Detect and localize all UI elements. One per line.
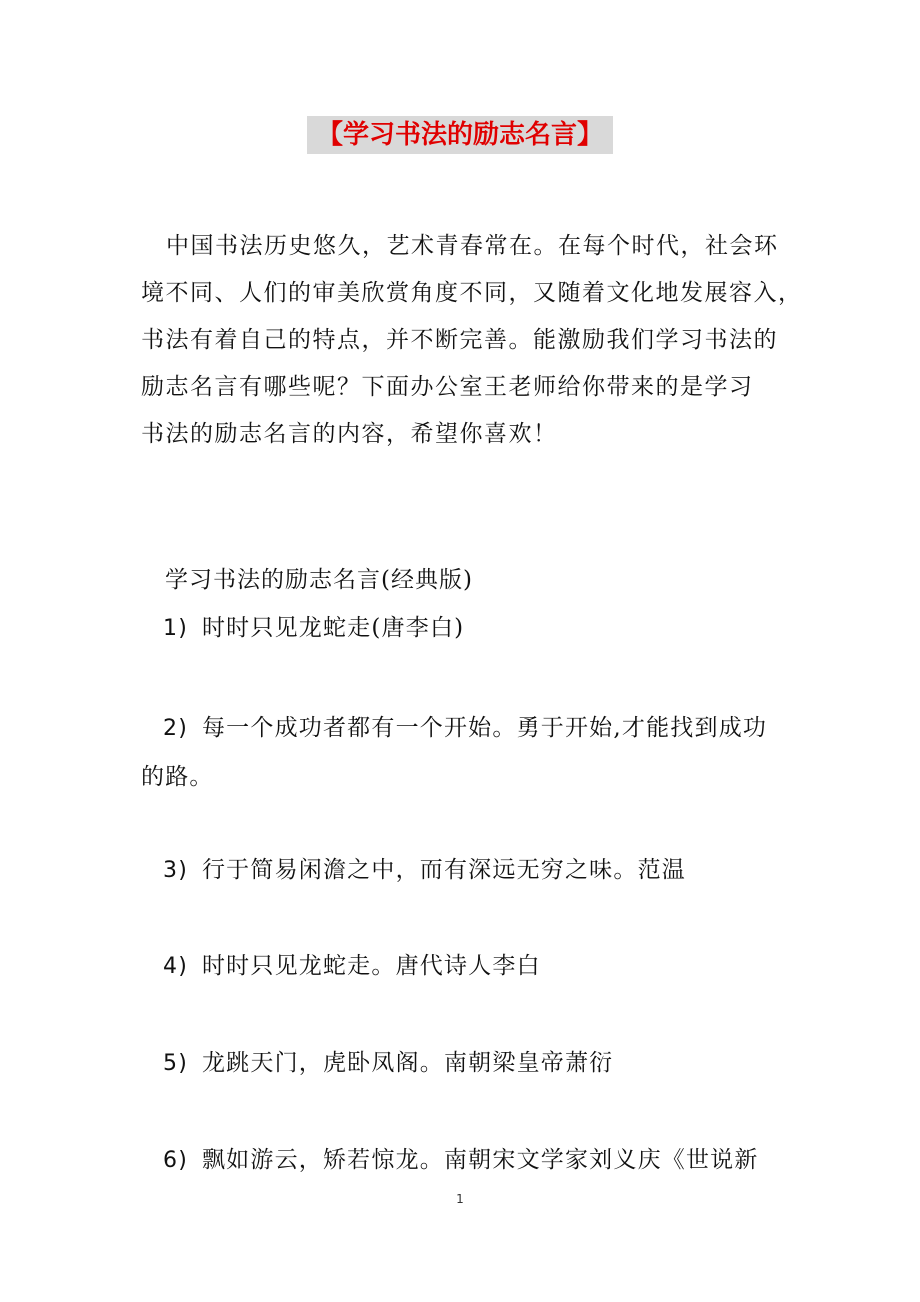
quote-number: 4) [163, 954, 188, 979]
quote-number: 3) [163, 858, 188, 883]
intro-line: 书法的励志名言的内容，希望你喜欢！ [141, 421, 558, 447]
quote-item [141, 1136, 786, 1185]
quote-item [141, 942, 786, 991]
intro-paragraph [141, 223, 803, 458]
intro-line: 境不同、人们的审美欣赏角度不同，又随着文化地发展容入， [141, 280, 803, 306]
quote-text: 每一个成功者都有一个开始。勇于开始,才能找到成功 [201, 715, 768, 741]
section-heading: 学习书法的励志名言(经典版) [165, 567, 473, 593]
quote-item [141, 604, 786, 653]
quote-number: 5) [163, 1051, 188, 1076]
quote-text: 飘如游云，矫若惊龙。南朝宋文学家刘义庆《世说新 [201, 1147, 759, 1173]
quote-item [141, 1039, 786, 1088]
quote-number: 1) [163, 616, 188, 641]
quote-text: 时时只见龙蛇走。唐代诗人李白 [201, 953, 541, 979]
intro-line: 中国书法历史悠久，艺术青春常在。在每个时代，社会环 [166, 233, 779, 259]
document-title: 【学习书法的励志名言】 [307, 116, 613, 154]
quote-item [141, 704, 786, 801]
quote-number: 6) [163, 1148, 188, 1173]
intro-line: 书法有着自己的特点，并不断完善。能激励我们学习书法的 [141, 327, 778, 353]
quote-text: 龙跳天门，虎卧凤阁。南朝梁皇帝萧衍 [201, 1050, 614, 1076]
quote-text-continued: 的路。 [141, 764, 214, 790]
quote-text: 时时只见龙蛇走(唐李白) [201, 615, 465, 641]
quote-text: 行于简易闲澹之中，而有深远无穷之味。范温 [201, 857, 686, 883]
quote-number: 2) [163, 716, 188, 741]
page-number: 1 [456, 1192, 464, 1206]
intro-line: 励志名言有哪些呢？下面办公室王老师给你带来的是学习 [141, 374, 754, 400]
quote-item [141, 846, 786, 895]
